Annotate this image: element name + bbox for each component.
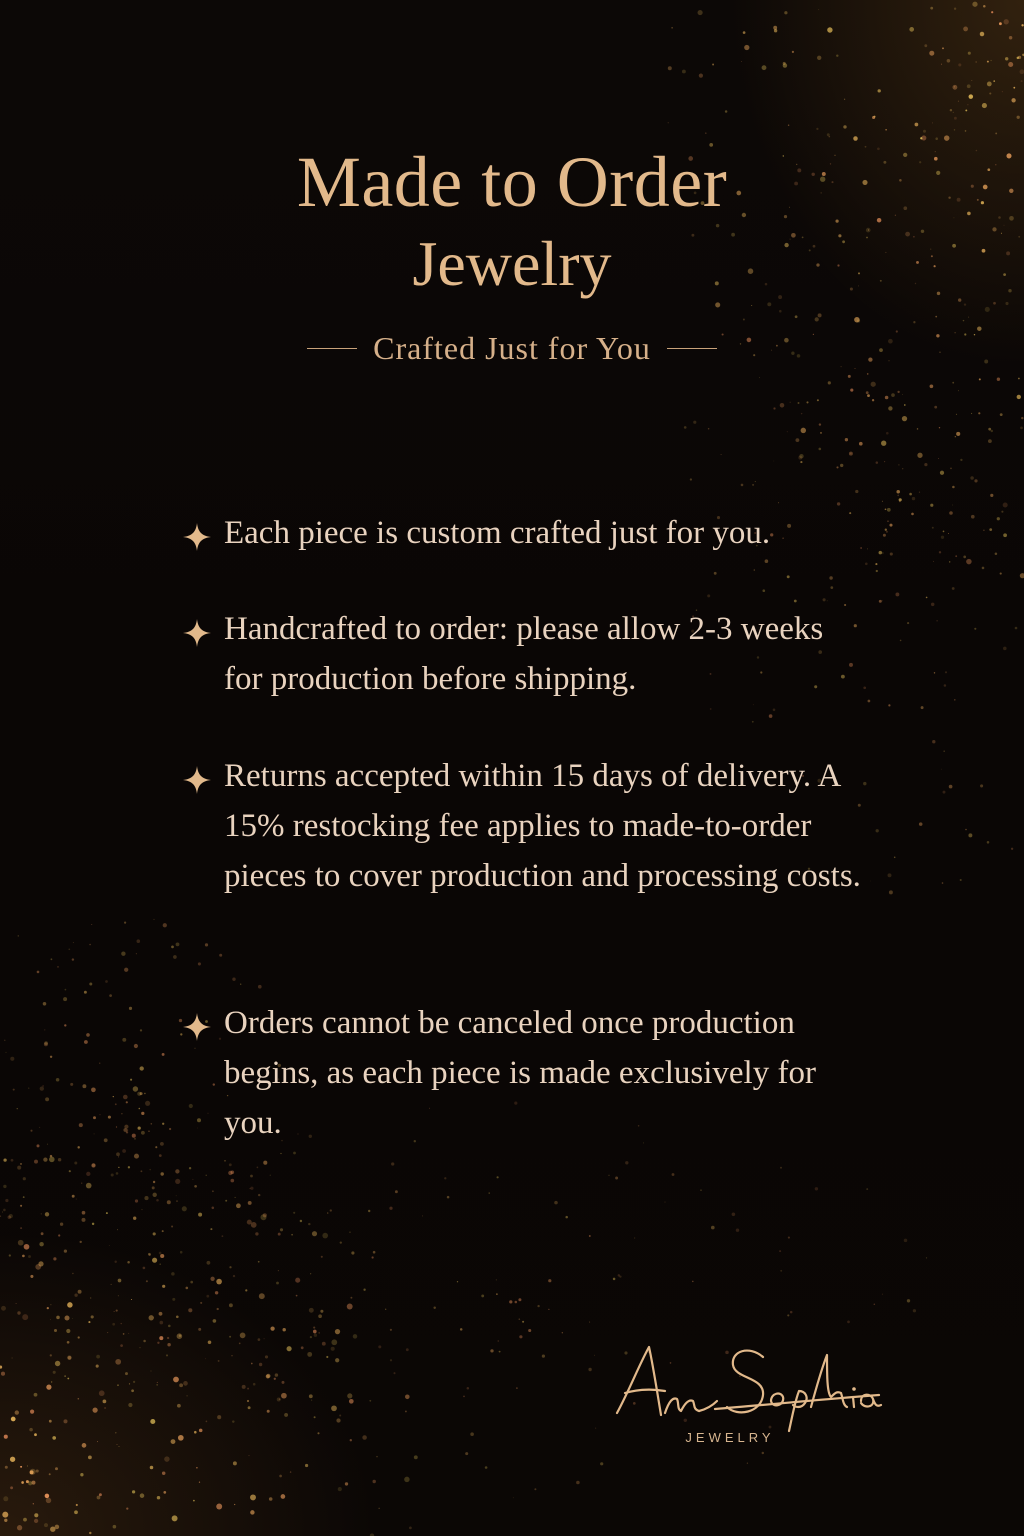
subtitle: Crafted Just for You <box>373 329 651 366</box>
policy-item-text: Returns accepted within 15 days of delivery. A 15% restocking fee applies to made-to-order pieces to cover production and processing costs. <box>224 758 861 894</box>
title-line-2: Jewelry <box>412 228 612 299</box>
policy-item <box>180 751 880 901</box>
four-point-star-icon <box>180 616 214 650</box>
ana-sophia-signature-logo <box>595 1335 885 1435</box>
four-point-star-icon <box>180 1010 214 1044</box>
brand-subtitle: JEWELRY <box>685 1430 775 1445</box>
policy-item-text: Each piece is custom crafted just for you. <box>224 515 771 551</box>
policy-item <box>180 508 880 558</box>
subtitle-left-rule <box>307 348 357 349</box>
policy-item-text: Orders cannot be canceled once production begins, as each piece is made exclusively for you. <box>224 1005 816 1141</box>
title-line-1: Made to Order <box>296 142 728 222</box>
policy-item <box>180 998 880 1148</box>
four-point-star-icon <box>180 763 214 797</box>
subtitle-row <box>0 326 1024 370</box>
four-point-star-icon <box>180 520 214 554</box>
policy-item <box>180 604 880 704</box>
subtitle-right-rule <box>667 348 717 349</box>
policy-item-text: Handcrafted to order: please allow 2-3 weeks for production before shipping. <box>224 611 824 697</box>
